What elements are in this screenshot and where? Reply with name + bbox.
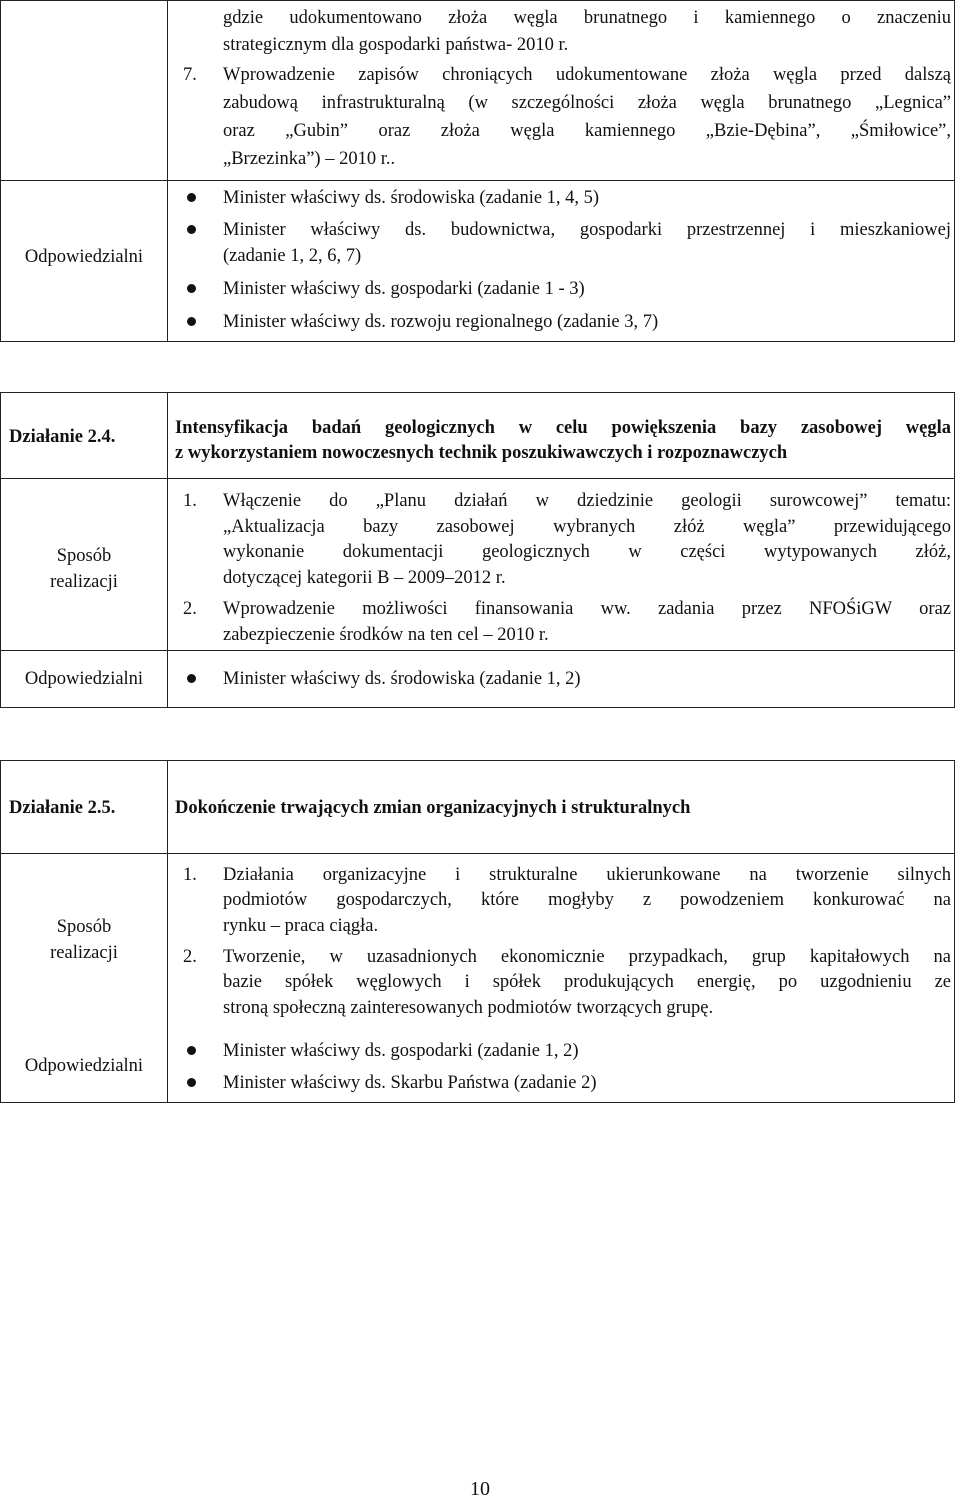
list-item-line: zabezpieczenie środków na ten cel – 2010 r. xyxy=(223,625,549,645)
list-item-line: „Brzezinka”) – 2010 r.. xyxy=(223,149,396,169)
table-2 xyxy=(0,392,955,708)
row-divider xyxy=(1,650,954,651)
bullet-icon xyxy=(187,674,196,683)
list-number: 2. xyxy=(183,947,197,967)
responsible-item: Minister właściwy ds. rozwoju regionalnego (zadanie 3, 7) xyxy=(223,312,659,332)
list-number: 2. xyxy=(183,599,197,619)
table-3 xyxy=(0,760,955,1103)
bullet-icon xyxy=(187,225,196,234)
list-item-line: zabudową infrastrukturalną (w szczególności złoża węgla brunatnego „Legnica” xyxy=(223,93,951,113)
list-number: 1. xyxy=(183,865,197,885)
responsible-label: Odpowiedzialni xyxy=(24,669,144,689)
method-label: realizacji xyxy=(50,943,118,963)
list-item-line: stroną społeczną zainteresowanych podmiotów tworzących grupę. xyxy=(223,998,714,1018)
list-item-line: wykonanie dokumentacji geologicznych w części wytypowanych złóż, xyxy=(223,542,951,562)
list-item-line: rynku – praca ciągła. xyxy=(223,916,379,936)
action-title-line: Intensyfikacja badań geologicznych w celu powiększenia bazy zasobowej węgla xyxy=(175,418,951,438)
table-1 xyxy=(0,0,955,342)
bullet-icon xyxy=(187,1078,196,1087)
list-item-line: „Aktualizacja bazy zasobowej wybranych złóż węgla” przewidującego xyxy=(223,517,951,537)
responsible-item: Minister właściwy ds. środowiska (zadanie 1, 2) xyxy=(223,669,581,689)
list-item-line: Działania organizacyjne i strukturalne ukierunkowane na tworzenie silnych xyxy=(223,865,951,885)
list-item-line: oraz „Gubin” oraz złoża węgla kamiennego „Bzie-Dębina”, „Śmiłowice”, xyxy=(223,121,951,141)
responsible-item: Minister właściwy ds. Skarbu Państwa (zadanie 2) xyxy=(223,1073,597,1093)
list-item-line: dotyczącej kategorii B – 2009–2012 r. xyxy=(223,568,506,588)
list-item-line: Wprowadzenie możliwości finansowania ww. zadania przez NFOŚiGW oraz xyxy=(223,599,951,619)
method-label: Sposób xyxy=(56,546,112,566)
method-label: realizacji xyxy=(50,572,118,592)
bullet-icon xyxy=(187,284,196,293)
action-label: Działanie 2.5. xyxy=(9,798,116,818)
action-title-line: z wykorzystaniem nowoczesnych technik poszukiwawczych i rozpoznawczych xyxy=(175,443,788,463)
list-number: 7. xyxy=(183,65,197,85)
list-item-line: Włączenie do „Planu działań w dziedzinie geologii surowcowej” tematu: xyxy=(223,491,951,511)
continued-text-line: strategicznym dla gospodarki państwa- 2010 r. xyxy=(223,35,569,55)
list-item-line: Tworzenie, w uzasadnionych ekonomicznie przypadkach, grup kapitałowych na xyxy=(223,947,951,967)
responsible-label: Odpowiedzialni xyxy=(24,247,144,267)
bullet-icon xyxy=(187,1046,196,1055)
bullet-icon xyxy=(187,193,196,202)
column-divider xyxy=(167,393,168,707)
responsible-item-continuation: (zadanie 1, 2, 6, 7) xyxy=(223,246,362,266)
responsible-label: Odpowiedzialni xyxy=(24,1056,144,1076)
bullet-icon xyxy=(187,317,196,326)
action-title: Dokończenie trwających zmian organizacyjnych i strukturalnych xyxy=(175,798,691,818)
row-divider xyxy=(1,180,954,181)
responsible-item: Minister właściwy ds. budownictwa, gospodarki przestrzennej i mieszkaniowej xyxy=(223,220,951,240)
list-item-line: bazie spółek węglowych i spółek produkujących energię, po uzgodnieniu ze xyxy=(223,972,951,992)
column-divider xyxy=(167,1,168,341)
responsible-item: Minister właściwy ds. gospodarki (zadanie 1 - 3) xyxy=(223,279,585,299)
page-number: 10 xyxy=(470,1478,490,1500)
action-label: Działanie 2.4. xyxy=(9,427,116,447)
list-item-line: podmiotów gospodarczych, które mogłyby z powodzeniem konkurować na xyxy=(223,890,951,910)
row-divider xyxy=(1,853,954,854)
method-label: Sposób xyxy=(56,917,112,937)
row-divider xyxy=(1,478,954,479)
list-number: 1. xyxy=(183,491,197,511)
column-divider xyxy=(167,761,168,1102)
responsible-item: Minister właściwy ds. gospodarki (zadanie 1, 2) xyxy=(223,1041,579,1061)
list-item-line: Wprowadzenie zapisów chroniących udokumentowane złoża węgla przed dalszą xyxy=(223,65,951,85)
continued-text-line: gdzie udokumentowano złoża węgla brunatnego i kamiennego o znaczeniu xyxy=(223,8,951,28)
responsible-item: Minister właściwy ds. środowiska (zadanie 1, 4, 5) xyxy=(223,188,600,208)
